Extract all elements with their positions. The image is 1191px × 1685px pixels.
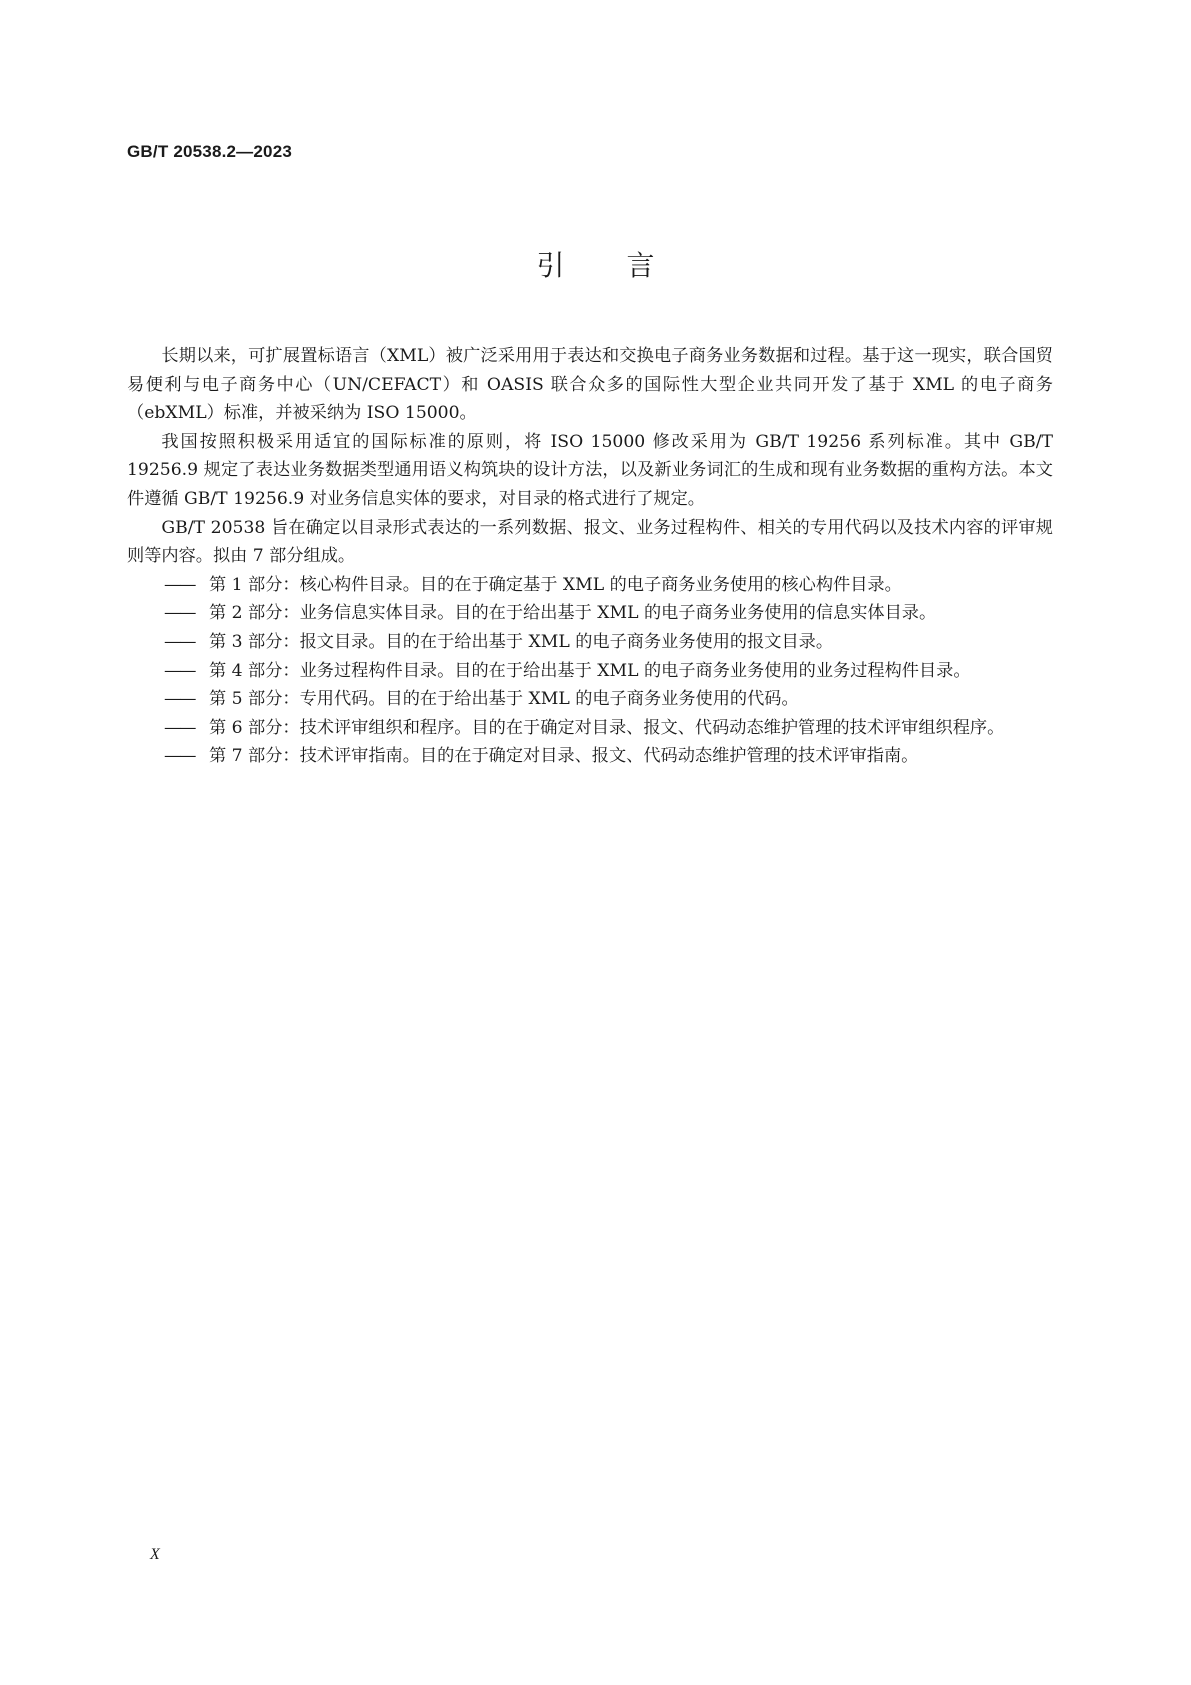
list-item-part-5 (127, 685, 1053, 714)
list-item-text: 第 5 部分：专用代码。目的在于给出基于 XML 的电子商务业务使用的代码。 (209, 689, 799, 710)
list-item-part-4 (127, 657, 1053, 686)
document-code: GB/T 20538.2—2023 (127, 142, 292, 161)
list-item-part-2 (127, 599, 1053, 628)
list-dash: —— (164, 631, 195, 652)
list-dash: —— (164, 603, 195, 624)
list-item-part-1 (127, 571, 1053, 600)
paragraph-series-overview: GB/T 20538 旨在确定以目录形式表达的一系列数据、报文、业务过程构件、相关的专用代码以及技术内容的评审规则等内容。拟由 7 部分组成。 (127, 517, 1053, 567)
list-item-text: 第 3 部分：报文目录。目的在于给出基于 XML 的电子商务业务使用的报文目录。 (209, 631, 834, 652)
list-dash: —— (164, 746, 195, 767)
list-item-text: 第 2 部分：业务信息实体目录。目的在于给出基于 XML 的电子商务业务使用的信息实体目录。 (209, 603, 937, 624)
list-item-text: 第 6 部分：技术评审组织和程序。目的在于确定对目录、报文、代码动态维护管理的技术评审组织程序。 (209, 717, 1005, 738)
list-item-text: 第 1 部分：核心构件目录。目的在于确定基于 XML 的电子商务业务使用的核心构件目录。 (209, 574, 902, 595)
list-item-part-6 (127, 714, 1053, 743)
page-number: X (150, 1546, 160, 1563)
paragraph-adoption: 我国按照积极采用适宜的国际标准的原则，将 ISO 15000 修改采用为 GB/T 19256 系列标准。其中 GB/T 19256.9 规定了表达业务数据类型通用语义构筑块的设计方法，以及新业务词汇的生成和现有业务数据的重构方法。本文件遵循 GB/T 19256.9 对业务信息实体的要求，对目录的格式进行了规定。 (127, 431, 1053, 509)
list-item-text: 第 4 部分：业务过程构件目录。目的在于给出基于 XML 的电子商务业务使用的业务过程构件目录。 (209, 660, 971, 681)
list-item-part-3 (127, 628, 1053, 657)
list-dash: —— (164, 689, 195, 710)
introduction-body (127, 342, 1053, 771)
list-dash: —— (164, 574, 195, 595)
page-title: 引言 (536, 249, 717, 282)
paragraph-background: 长期以来，可扩展置标语言（XML）被广泛采用用于表达和交换电子商务业务数据和过程。基于这一现实，联合国贸易便利与电子商务中心（UN/CEFACT）和 OASIS 联合众多的国际性大型企业共同开发了基于 XML 的电子商务（ebXML）标准，并被采纳为 ISO 15000。 (127, 346, 1053, 424)
list-dash: —— (164, 717, 195, 738)
list-dash: —— (164, 660, 195, 681)
list-item-text: 第 7 部分：技术评审指南。目的在于确定对目录、报文、代码动态维护管理的技术评审指南。 (209, 746, 919, 767)
list-item-part-7 (127, 742, 1053, 771)
